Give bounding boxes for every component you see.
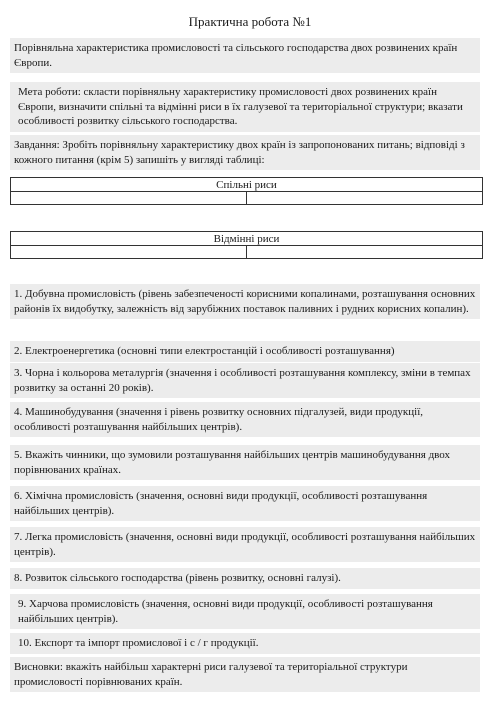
question-3: 3. Чорна і кольорова металургія (значення і особливості розташування комплексу, зміни в темпах розвитку за останні 20 років). [10,363,480,398]
question-8: 8. Розвиток сільського господарства (рівень розвитку, основні галузі). [10,568,480,589]
table-cell [11,246,247,259]
differences-table [10,231,483,259]
question-4: 4. Машинобудування (значення і рівень розвитку основних підгалузей, види продукції, особливості розташування найбільших центрів). [10,402,480,437]
conclusion-block: Висновки: вкажіть найбільш характерні риси галузевої та територіальної структури промисловості порівнюваних країн. [10,657,480,692]
question-5: 5. Вкажіть чинники, що зумовили розташування найбільших центрів машинобудування двох порівнюваних країнах. [10,445,480,480]
table-cell [246,192,482,205]
differences-header: Відмінні риси [11,232,483,246]
question-9: 9. Харчова промисловість (значення, основні види продукції, особливості розташування найбільших центрів). [10,594,480,629]
question-1: 1. Добувна промисловість (рівень забезпеченості корисними копалинами, розташування основних районів їх видобутку, залежність від зарубіжних поставок паливних і рудних корисних копалин). [10,284,480,319]
question-6: 6. Хімічна промисловість (значення, основні види продукції, особливості розташування найбільших центрів). [10,486,480,521]
question-2: 2. Електроенергетика (основні типи електростанцій і особливості розташування) [10,341,480,362]
common-features-table [10,177,483,205]
table-cell [11,192,247,205]
table-cell [247,246,483,259]
topic-block: Порівняльна характеристика промисловості та сільського господарства двох розвинених країн Європи. [10,38,480,73]
common-features-header: Спільні риси [11,178,483,192]
question-7: 7. Легка промисловість (значення, основні види продукції, особливості розташування найбільших центрів). [10,527,480,562]
task-block: Завдання: Зробіть порівняльну характеристику двох країн із запропонованих питань; відповіді з кожного питання (крім 5) запишіть у вигляді таблиці: [10,135,480,170]
page-title: Практична робота №1 [188,14,312,29]
question-10: 10. Експорт та імпорт промислової і с / г продукції. [10,633,480,654]
goal-block: Мета роботи: скласти порівняльну характеристику промисловості двох розвинених країн Європи, визначити спільні та відмінні риси в їх галузевої та територіальної структури; вказати особливості розвитку сільського господарства. [10,82,480,132]
